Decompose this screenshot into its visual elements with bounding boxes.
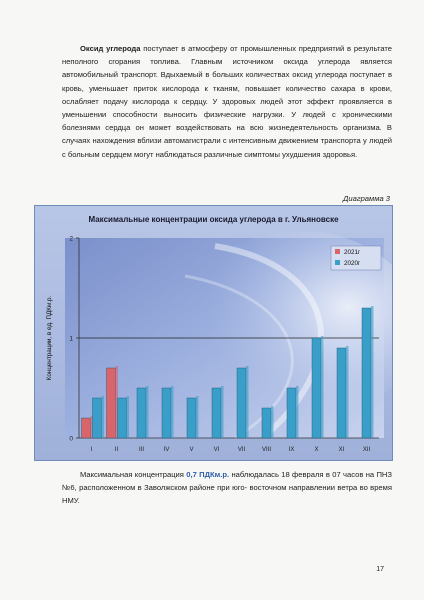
bar-2021г (82, 418, 91, 438)
bar-2020г (312, 338, 321, 438)
x-tick-label: I (90, 447, 93, 453)
legend-label: 2020г (344, 260, 361, 267)
bar-side-2020г (146, 386, 149, 438)
bar-side-2020г (246, 366, 249, 438)
bar-2020г (287, 388, 296, 438)
x-tick-label: IX (288, 447, 295, 453)
bar-2020г (118, 398, 127, 438)
x-tick-label: II (114, 447, 119, 453)
bar-2020г (262, 408, 271, 438)
bar-2020г (337, 348, 346, 438)
bar-2020г (212, 388, 221, 438)
legend-swatch-2021г (335, 249, 340, 254)
legend-label: 2021г (344, 249, 361, 256)
bar-2020г (187, 398, 196, 438)
intro-paragraph (62, 42, 392, 161)
y-tick-label: 0 (69, 435, 73, 443)
y-axis-label: Концентрации, в ед. ПДКм.р. (46, 295, 53, 381)
chart-title: Максимальные концентрации оксида углерода в г. Ульяновске (88, 215, 339, 224)
conclusion-before: Максимальная концентрация (80, 470, 187, 479)
x-tick-label: VIII (261, 447, 272, 453)
conclusion-value: 0,7 ПДКм.р. (186, 470, 230, 479)
x-tick-label: VI (213, 447, 220, 453)
bar-side-2020г (171, 386, 174, 438)
bar-side-2020г (196, 396, 199, 438)
bar-2020г (162, 388, 171, 438)
bar-side-2020г (221, 386, 224, 438)
conclusion-after: наблюдалась 18 февраля в 07 часов на ПНЗ №6, расположенном в Заволжском районе при юго- восточном направлении ветра во время НМУ. (62, 470, 392, 506)
x-tick-label: V (189, 447, 194, 453)
chart-frame (34, 205, 393, 461)
bar-side-2020г (371, 306, 374, 438)
page-number: 17 (376, 566, 384, 573)
x-tick-label: X (314, 447, 319, 453)
bar-2020г (93, 398, 102, 438)
bar-side-2020г (321, 336, 324, 438)
diagram-caption: Диаграмма 3 (343, 194, 390, 203)
y-tick-label: 1 (69, 335, 73, 343)
bar-side-2020г (127, 396, 130, 438)
bar-2020г (137, 388, 146, 438)
x-tick-label: III (138, 447, 145, 453)
bar-2021г (107, 368, 116, 438)
x-tick-label: XI (338, 447, 345, 453)
legend-swatch-2020г (335, 260, 340, 265)
conclusion-paragraph (62, 468, 392, 508)
intro-term: Оксид углерода (80, 44, 141, 53)
bar-side-2020г (346, 346, 349, 438)
x-tick-label: VII (237, 447, 246, 453)
bar-2020г (237, 368, 246, 438)
chart-canvas (35, 206, 392, 460)
x-tick-label: XII (362, 447, 371, 453)
bar-side-2020г (102, 396, 105, 438)
bar-side-2020г (296, 386, 299, 438)
y-tick-label: 2 (69, 235, 73, 243)
intro-text: поступает в атмосферу от промышленных предприятий в результате неполного сгорания топлива. Главным источником оксида углерода является автомобильный транспорт. Вдыхаемый в больших количествах оксид углерода поступает в кровь, уменьшает приток кислорода к тканям, повышает количество сахара в крови, ослабляет подачу кислорода к сердцу. У здоровых людей этот эффект проявляется в уменьшении способности выносить физические нагрузки. У людей с хроническими болезнями сердца он может воздействовать на всю жизнедеятельность организма. В случаях нахождения вблизи автомагистрали с интенсивным движением транспорта у людей с больным сердцем могут наблюдаться различные симптомы ухудшения здоровья. (62, 44, 393, 159)
bar-side-2020г (271, 406, 274, 438)
x-tick-label: IV (163, 447, 170, 453)
bar-2020г (362, 308, 371, 438)
